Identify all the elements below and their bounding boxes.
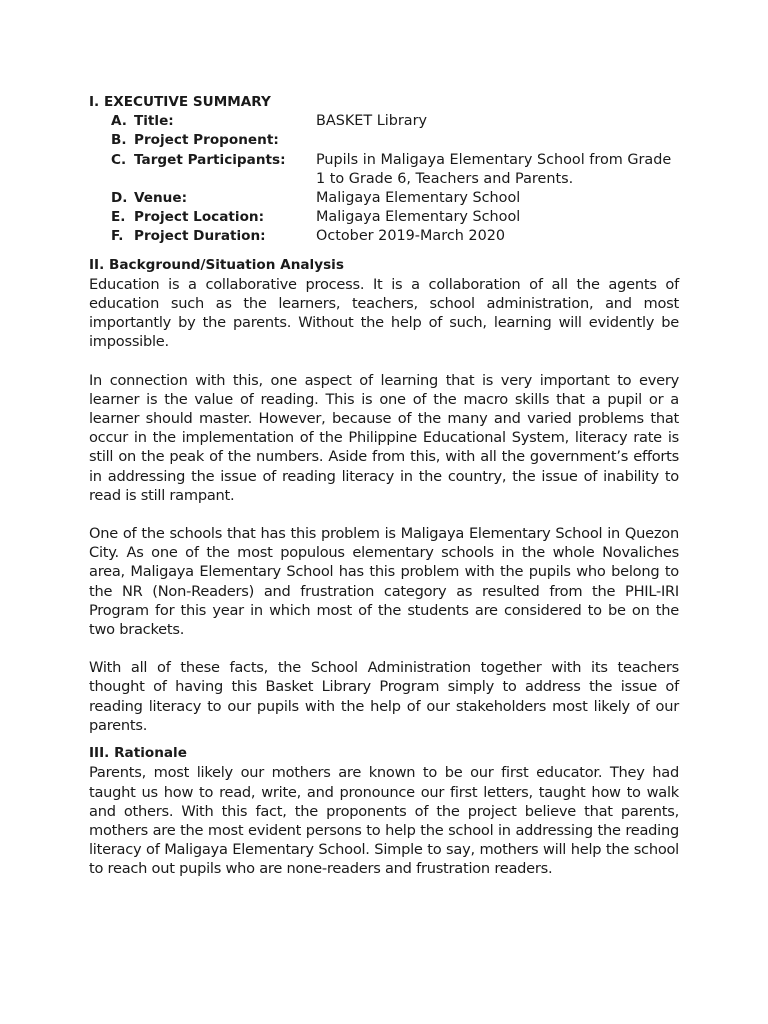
executive-summary-list (89, 112, 679, 246)
item-label: Title: (134, 113, 174, 130)
item-letter: A. (111, 113, 127, 130)
item-value (316, 131, 679, 150)
item-letter: F. (111, 228, 124, 245)
rationale-heading: III. Rationale (89, 745, 187, 762)
background-section (89, 256, 679, 735)
summary-item-title (89, 112, 679, 131)
item-value: BASKET Library (316, 113, 428, 130)
executive-summary-section (89, 93, 679, 247)
item-label: Project Proponent: (134, 132, 279, 149)
summary-item-venue (89, 189, 679, 208)
summary-item-project-duration (89, 227, 679, 246)
item-letter: B. (111, 132, 127, 149)
background-paragraph: In connection with this, one aspect of learning that is very important to every learner is the value of reading. This is one of the macro skills that a pupil or a learner should master. However, because of the many and varied problems that occur in the implementation of the Philippine Educational System, literacy rate is still on the peak of the numbers. Aside from this, with all the government’s efforts in addressing the issue of reading literacy in the country, the issue of inability to read is still rampant. (89, 371, 679, 504)
rationale-section (89, 744, 679, 878)
item-letter: E. (111, 209, 126, 226)
item-value: Pupils in Maligaya Elementary School from Grade 1 to Grade 6, Teachers and Parents. (316, 151, 672, 187)
item-label: Project Duration: (134, 228, 266, 245)
summary-item-project-proponent (89, 131, 679, 150)
item-label: Venue: (134, 190, 188, 207)
document-content (89, 93, 679, 879)
item-letter: D. (111, 190, 128, 207)
item-label: Target Participants: (134, 151, 286, 168)
item-value: October 2019-March 2020 (316, 228, 506, 245)
item-value: Maligaya Elementary School (316, 209, 521, 226)
background-paragraph: One of the schools that has this problem is Maligaya Elementary School in Quezon City. As one of the most populous elementary schools in the whole Novaliches area, Maligaya Elementary School has this problem with the pupils who belong to the NR (Non-Readers) and frustration category as resulted from the PHIL-IRI Program for this year in which most of the students are considered to be on the two brackets. (89, 525, 679, 639)
rationale-paragraph: Parents, most likely our mothers are known to be our first educator. They had taught us how to read, write, and pronounce our first letters, taught how to walk and others. With this fact, the proponents of the project believe that parents, mothers are the most evident persons to help the school in addressing the reading literacy of Maligaya Elementary School. Simple to say, mothers will help the school to reach out pupils who are none-readers and frustration readers. (89, 764, 679, 878)
item-value: Maligaya Elementary School (316, 190, 521, 207)
summary-item-target-participants (89, 151, 679, 189)
background-paragraph: With all of these facts, the School Administration together with its teachers thought of having this Basket Library Program simply to address the issue of reading literacy to our pupils with the help of our stakeholders most likely of our parents. (89, 659, 679, 734)
summary-item-project-location (89, 208, 679, 227)
item-label: Project Location: (134, 209, 265, 226)
background-paragraph: Education is a collaborative process. It is a collaboration of all the agents of education such as the learners, teachers, school administration, and most importantly by the parents. Without the help of such, learning will evidently be impossible. (89, 275, 679, 351)
executive-summary-heading: I. EXECUTIVE SUMMARY (89, 94, 271, 110)
item-letter: C. (111, 151, 127, 168)
background-heading: II. Background/Situation Analysis (89, 256, 344, 273)
